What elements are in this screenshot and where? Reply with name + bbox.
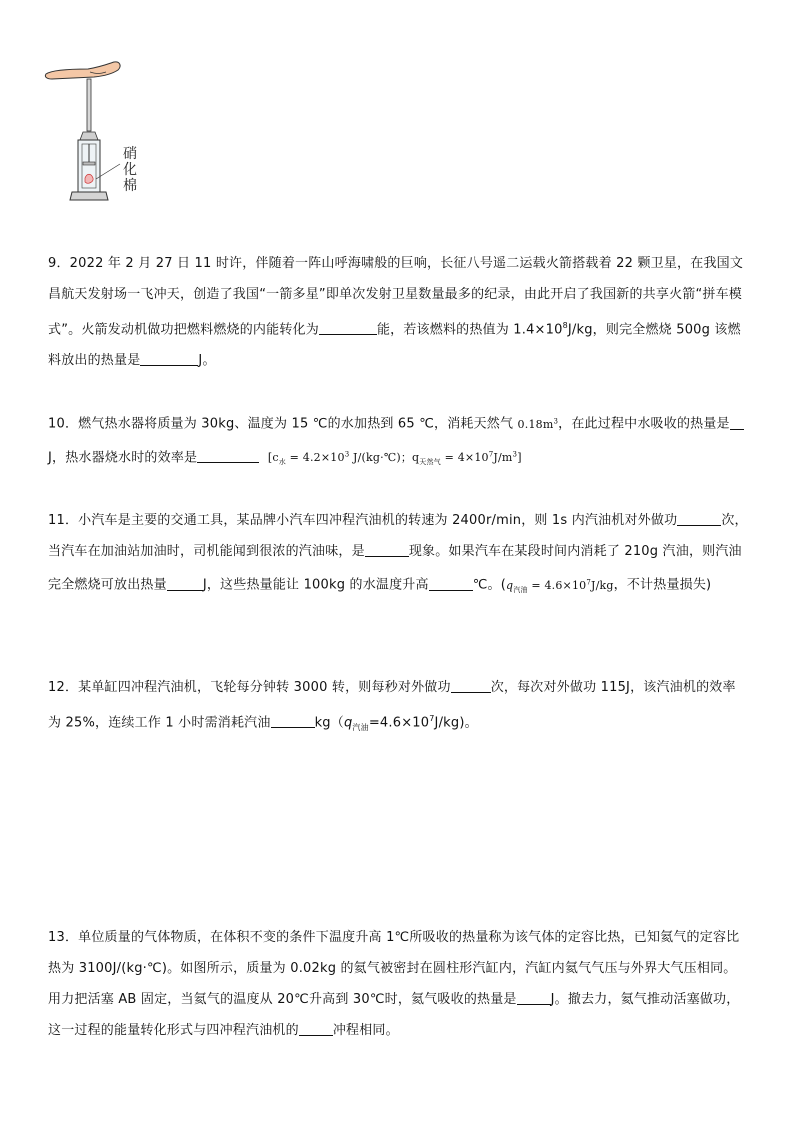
- answer-blank[interactable]: [299, 1021, 333, 1036]
- formula-exp: 3: [512, 450, 518, 459]
- nitrocellulose-icon: [85, 174, 93, 183]
- hand-icon: [45, 62, 120, 79]
- q12-text-5: J/kg)。: [434, 715, 478, 731]
- q12-text-1: 12．某单缸四冲程汽油机，飞轮每分钟转 3000 转，则每秒对外做功: [48, 680, 451, 695]
- q10-text-1: 10．燃气热水器将质量为 30kg、温度为 15 ℃的水加热到 65 ℃，消耗天然气: [48, 416, 518, 432]
- label-char: 化: [123, 162, 137, 178]
- formula-part: J/m: [493, 451, 513, 465]
- q10-text-2: ，在此过程中水吸收的热量是: [558, 416, 730, 432]
- q11-text-5: ℃。(: [472, 577, 506, 593]
- question-13: [48, 922, 748, 1046]
- q12-exponent: 7: [429, 714, 435, 723]
- q9-exponent: 8: [562, 321, 568, 330]
- q13-text-1: 13．单位质量的气体物质，在体积不变的条件下温度升高 1℃所吸收的热量称为该气体的定容比热，已知氦气的定容比热为 3100J/(kg·℃)。如图所示，质量为 0.02kg 的氦气被密封在圆柱形汽缸内，汽缸内氦气气压与外界大气压相同。用力把活塞 AB 固定，当氦气的温度从 20℃升高到 30℃时，氦气吸收的热量是: [48, 930, 740, 1007]
- q11-formula: [506, 579, 614, 592]
- formula-sub: 天然气: [419, 458, 441, 467]
- q10-formula: [267, 450, 522, 467]
- q11-text-2: 次，当汽车在加油站加油时，司机能闻到很浓的汽油味，是: [48, 513, 748, 559]
- q12-text-4: =4.6×10: [368, 715, 430, 731]
- q11-text-1: 11．小汽车是主要的交通工具，某品牌小汽车四冲程汽油机的转速为 2400r/min，则 1s 内汽油机对外做功: [48, 513, 678, 528]
- answer-blank[interactable]: [167, 576, 203, 591]
- answer-blank[interactable]: [319, 320, 377, 335]
- gas-volume-exponent: 3: [553, 417, 559, 425]
- formula-part: = 4×10: [440, 451, 489, 465]
- piston-rod: [87, 79, 91, 131]
- formula-sub: 汽油: [513, 585, 528, 594]
- q9-text-2: 能，若该燃料的热值为 1.4×10: [376, 322, 563, 338]
- answer-blank[interactable]: [271, 713, 315, 728]
- answer-blank[interactable]: [365, 542, 409, 557]
- nitrocellulose-label: [122, 146, 138, 194]
- formula-part: [c: [267, 451, 279, 465]
- question-10: [48, 406, 748, 479]
- q9-text-3: J/kg，则完全燃烧 500g 该燃料放出的热量是: [48, 322, 741, 369]
- q11-text-3: 现象。如果汽车在某段时间内消耗了 210g 汽油，则汽油完全燃烧可放出热量: [48, 544, 742, 593]
- answer-blank[interactable]: [140, 351, 198, 366]
- answer-blank[interactable]: [730, 415, 744, 430]
- q11-text-4: J，这些热量能让 100kg 的水温度升高: [202, 577, 429, 593]
- answer-blank[interactable]: [451, 678, 491, 693]
- answer-blank[interactable]: [429, 576, 473, 591]
- answer-blank[interactable]: [517, 990, 551, 1005]
- q12-text-2: 次，每次对外做功 115J，该汽油机的效率为 25%，连续工作 1 小时需消耗汽油: [48, 680, 736, 731]
- answer-blank[interactable]: [677, 511, 721, 526]
- formula-part: J/kg: [591, 578, 614, 592]
- label-char: 硝: [123, 146, 137, 162]
- question-12: [48, 672, 748, 743]
- q10-text-3: J，热水器烧水时的效率是: [48, 450, 198, 466]
- formula-part: = 4.2×10: [285, 451, 345, 465]
- formula-sub: 水: [278, 458, 286, 467]
- formula-part: q: [506, 578, 514, 592]
- formula-part: ]: [517, 451, 522, 465]
- q13-text-2: J。撤去力，氦气推动活塞做功，这一过程的能量转化形式与四冲程汽油机的: [48, 992, 740, 1038]
- q9-text-1: 9．2022 年 2 月 27 日 11 时许，伴随着一阵山呼海啸般的巨响，长征八号遥二运载火箭搭载着 22 颗卫星，在我国文昌航天发射场一飞冲天，创造了我国“一箭多星”即单次发射卫星数量最多的纪录，由此开启了我国新的共享火箭“拼车模式”。火箭发动机做功把燃料燃烧的内能转化为: [48, 256, 744, 338]
- label-char: 棉: [123, 178, 137, 194]
- tube-base: [70, 192, 108, 200]
- formula-part: J/(kg·℃)；q: [349, 451, 420, 465]
- question-9: [48, 248, 748, 376]
- answer-blank[interactable]: [197, 448, 259, 463]
- q13-text-3: 冲程相同。: [332, 1023, 399, 1038]
- formula-exp: 7: [586, 578, 592, 586]
- formula-part: = 4.6×10: [527, 578, 587, 592]
- q12-symbol: q: [343, 715, 353, 731]
- q9-text-4: J。: [198, 353, 216, 369]
- formula-exp: 3: [344, 450, 350, 459]
- q12-text-3: kg（: [314, 715, 344, 731]
- q11-text-6: ，不计热量损失): [613, 577, 712, 593]
- gas-volume: 0.18m: [517, 417, 554, 431]
- formula-exp: 7: [488, 450, 494, 459]
- q12-sub: 汽油: [352, 722, 369, 732]
- question-11: [48, 505, 748, 606]
